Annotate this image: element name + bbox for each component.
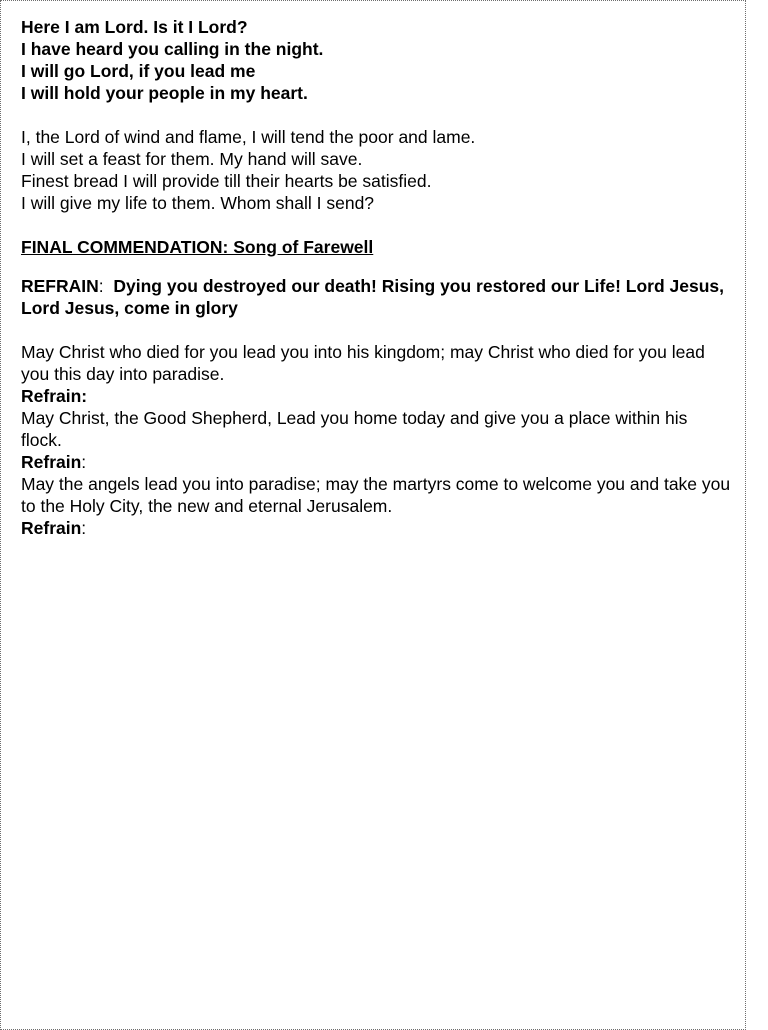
hymn-verse-line: I will set a feast for them. My hand will save. [21, 149, 363, 169]
refrain-word: Refrain [21, 386, 82, 406]
hymn-verse [21, 126, 733, 214]
spacer [21, 104, 733, 126]
verse-refrain-marker [21, 451, 733, 473]
hymn-verse-line: I will give my life to them. Whom shall I send? [21, 193, 375, 213]
verse-text: May Christ who died for you lead you into his kingdom; may Christ who died for you lead you this day into paradise. [21, 342, 705, 384]
commendation-verse [21, 473, 733, 517]
verse-text: May the angels lead you into paradise; may the martyrs come to welcome you and take you to the Holy City, the new and eternal Jerusalem. [21, 474, 731, 516]
refrain-separator: : [98, 276, 114, 296]
commendation-heading-block [21, 236, 733, 258]
hymn-refrain-line: I will go Lord, if you lead me [21, 61, 256, 81]
refrain-label: REFRAIN [21, 276, 99, 296]
hymn-verse-line: Finest bread I will provide till their hearts be satisfied. [21, 171, 432, 191]
spacer [21, 319, 733, 341]
verse-refrain-marker [21, 385, 733, 407]
refrain-colon: : [81, 518, 87, 538]
refrain-colon: : [81, 386, 88, 406]
commendation-heading: FINAL COMMENDATION: Song of Farewell [21, 237, 374, 257]
hymn-refrain-line: Here I am Lord. Is it I Lord? [21, 17, 248, 37]
refrain-word: Refrain [21, 452, 82, 472]
verse-text: May Christ, the Good Shepherd, Lead you home today and give you a place within his flock. [21, 408, 688, 450]
document-body [21, 16, 733, 539]
verse-refrain-marker [21, 517, 733, 539]
refrain-colon: : [81, 452, 87, 472]
commendation-verse [21, 407, 733, 451]
hymn-refrain-line: I have heard you calling in the night. [21, 39, 324, 59]
hymn-refrain [21, 16, 733, 104]
refrain-text: Dying you destroyed our death! Rising you restored our Life! Lord Jesus, Lord Jesus, come in glory [21, 276, 725, 318]
spacer [21, 258, 733, 275]
commendation-verse [21, 341, 733, 385]
commendation-refrain [21, 275, 733, 319]
spacer [21, 214, 733, 236]
hymn-refrain-line: I will hold your people in my heart. [21, 83, 308, 103]
hymn-verse-line: I, the Lord of wind and flame, I will tend the poor and lame. [21, 127, 476, 147]
refrain-word: Refrain [21, 518, 82, 538]
